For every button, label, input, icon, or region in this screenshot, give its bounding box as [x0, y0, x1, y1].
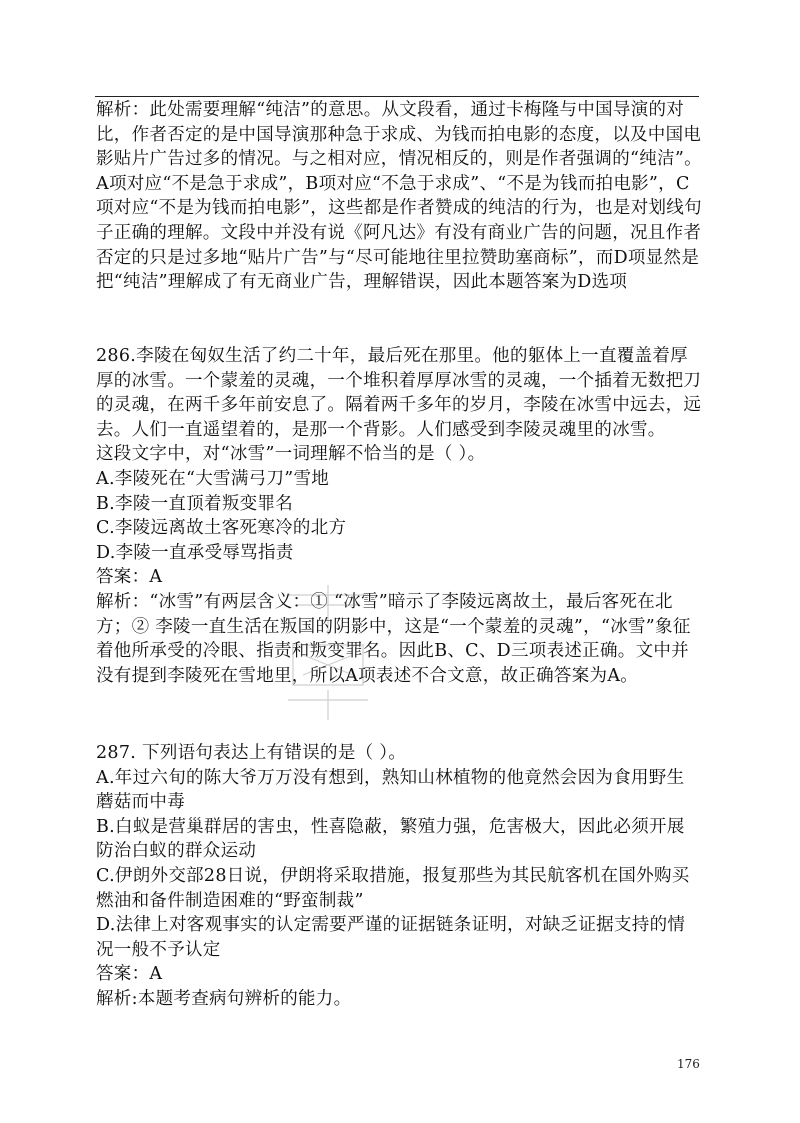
previous-analysis: 解析：此处需要理解“纯洁”的意思。从文段看，通过卡梅隆与中国导演的对比，作者否定的是中国导演那种急于求成、为钱而拍电影的态度，以及中国电影贴片广告过多的情况。与之相对应，情况相反的，则是作者强调的“纯洁”。A项对应“不是急于求成”，B项对应“不急于求成”、“不是为钱而拍电影”，C项对应“不是为钱而拍电影”，这些都是作者赞成的纯洁的行为，也是对划线句子正确的理解。文段中并没有说《阿凡达》有没有商业广告的问题，况且作者否定的只是过多地“贴片广告”与“尽可能地往里拉赞助塞商标”，而D项显然是把“纯洁”理解成了有无商业广告，理解错误，因此本题答案为D选项: [96, 100, 702, 293]
question-286-option-d: D.李陵一直承受辱骂指责: [96, 542, 294, 563]
question-287-stem: 287. 下列语句表达上有错误的是（ ）。: [96, 743, 407, 763]
question-286-answer: 答案：A: [96, 567, 163, 588]
question-286-stem: 这段文字中，对“冰雪”一词理解不恰当的是（ ）。: [96, 444, 486, 465]
question-287-option-a: A.年过六旬的陈大爷万万没有想到，熟知山林植物的他竟然会因为食用野生蘑菇而中毒: [96, 767, 685, 813]
question-287: [96, 741, 702, 1012]
question-287-analysis: 解析:本题考查病句辨析的能力。: [96, 988, 352, 1009]
watermark-stamp-icon: [268, 575, 388, 725]
question-286-passage: 286.李陵在匈奴生活了约二十年，最后死在那里。他的躯体上一直覆盖着厚厚的冰雪。一个蒙羞的灵魂，一个堆积着厚厚冰雪的灵魂，一个插着无数把刀的灵魂，在两千多年前安息了。隔着两千多年的岁月，李陵在冰雪中远去，远去。人们一直遥望着的，是那一个背影。人们感受到李陵灵魂里的冰雪。: [96, 346, 702, 440]
question-287-option-c: C.伊朗外交部28日说，伊朗将采取措施，报复那些为其民航客机在国外购买燃油和备件制造困难的“野蛮制裁”: [96, 865, 690, 911]
question-287-answer: 答案：A: [96, 964, 163, 985]
question-287-option-d: D.法律上对客观事实的认定需要严谨的证据链条证明，对缺乏证据支持的情况一般不予认定: [96, 915, 686, 960]
question-286: [96, 344, 702, 688]
question-286-option-b: B.李陵一直顶着叛变罪名: [96, 493, 294, 514]
header-rule: [95, 96, 699, 97]
previous-analysis-block: [96, 98, 702, 295]
question-287-option-b: B.白蚁是营巢群居的害虫，性喜隐蔽，繁殖力强，危害极大，因此必须开展防治白蚁的群众运动: [96, 816, 685, 862]
page-number: 176: [677, 1057, 700, 1071]
question-286-analysis: 解析：“冰雪”有两层含义：① “冰雪”暗示了李陵远离故土，最后客死在北方；② 李陵一直生活在叛国的阴影中，这是“一个蒙羞的灵魂”，“冰雪”象征着他所承受的冷眼、指责和叛变罪名。因此B、C、D三项表述正确。文中并没有提到李陵死在雪地里，所以A项表述不合文意，故正确答案为A。: [96, 591, 691, 686]
question-286-option-c: C.李陵远离故土客死寒冷的北方: [96, 518, 347, 539]
question-286-option-a: A.李陵死在“大雪满弓刀”雪地: [96, 468, 330, 489]
